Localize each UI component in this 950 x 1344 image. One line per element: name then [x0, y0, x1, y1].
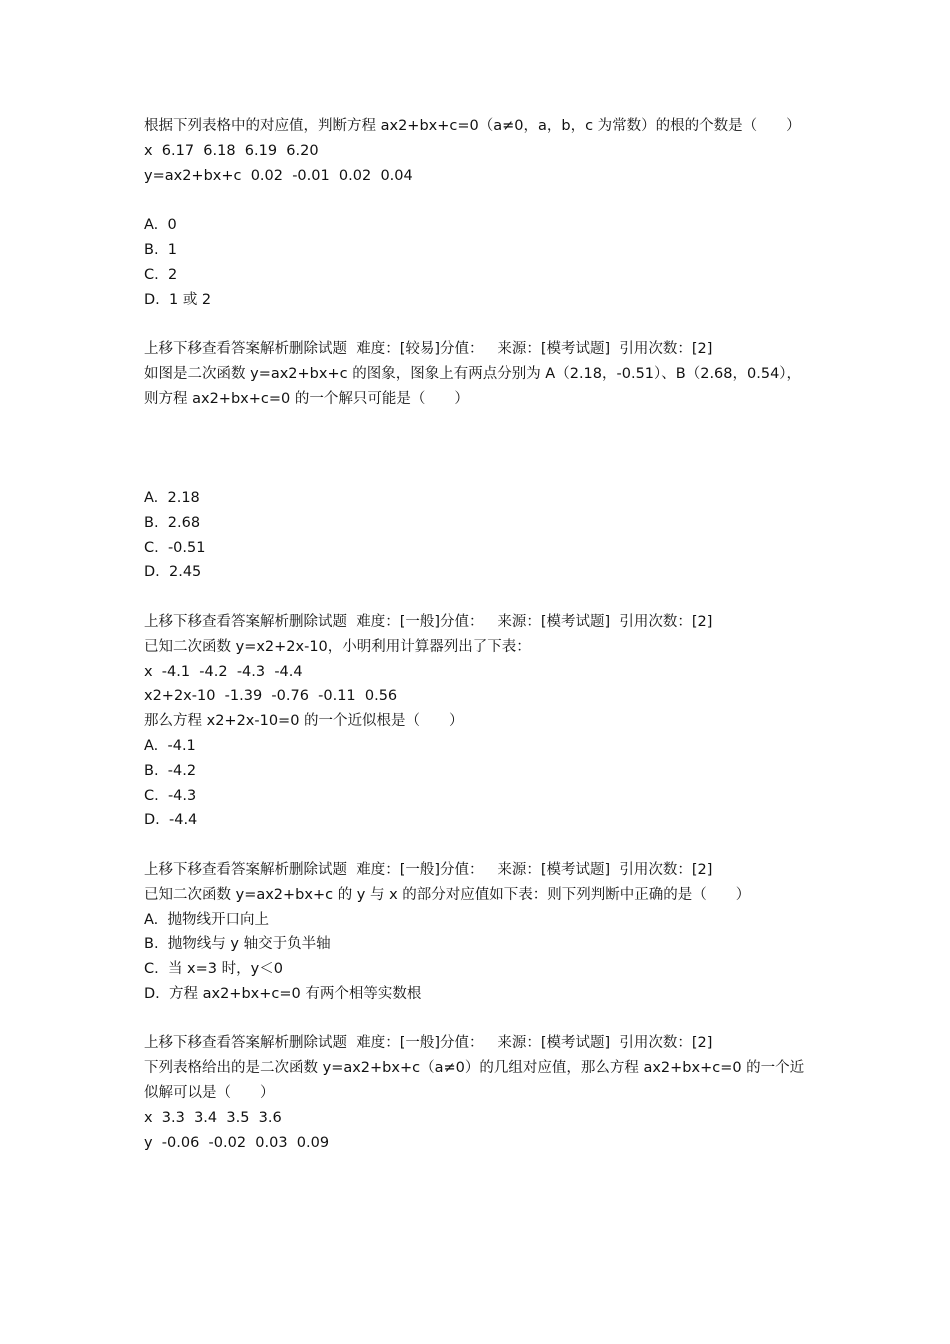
question-3-option-d[interactable]: D. -4.4 [144, 812, 198, 829]
question-4-meta: 上移下移查看答案解析删除试题 难度：[一般]分值： 来源：[模考试题] 引用次数：[2] [144, 861, 713, 878]
question-3-table-y-row: x2+2x-10 -1.39 -0.76 -0.11 0.56 [144, 688, 398, 705]
question-2-meta: 上移下移查看答案解析删除试题 难度：[较易]分值： 来源：[模考试题] 引用次数：[2] [144, 341, 713, 358]
question-2-option-b[interactable]: B. 2.68 [144, 514, 201, 531]
question-1-option-b[interactable]: B. 1 [144, 241, 178, 258]
question-3-option-c[interactable]: C. -4.3 [144, 787, 197, 804]
figure-placeholder [144, 412, 810, 486]
spacer [144, 1007, 810, 1032]
question-3-option-b[interactable]: B. -4.2 [144, 762, 197, 779]
question-5-stem: 下列表格给出的是二次函数 y=ax2+bx+c（a≠0）的几组对应值，那么方程 ax2+bx+c=0 的一个近似解可以是（ ） [144, 1060, 805, 1102]
question-4-option-a[interactable]: A. 抛物线开口向上 [144, 911, 269, 928]
question-1-table-x-row: x 6.17 6.18 6.19 6.20 [144, 142, 319, 159]
document-body [144, 114, 810, 1155]
question-4-stem: 已知二次函数 y=ax2+bx+c 的 y 与 x 的部分对应值如下表：则下列判断中正确的是（ ） [144, 886, 751, 903]
question-2-stem: 如图是二次函数 y=ax2+bx+c 的图象，图象上有两点分别为 A（2.18，-0.51）、B（2.68，0.54），则方程 ax2+bx+c=0 的一个解只可能是（ ） [144, 365, 802, 407]
spacer [144, 312, 810, 337]
spacer [144, 585, 810, 610]
question-3-stem: 已知二次函数 y=x2+2x-10，小明利用计算器列出了下表： [144, 638, 531, 655]
question-2-option-d[interactable]: D. 2.45 [144, 564, 202, 581]
question-3-meta: 上移下移查看答案解析删除试题 难度：[一般]分值： 来源：[模考试题] 引用次数：[2] [144, 613, 713, 630]
question-2-option-c[interactable]: C. -0.51 [144, 539, 206, 556]
question-3-question: 那么方程 x2+2x-10=0 的一个近似根是（ ） [144, 713, 464, 730]
question-1-option-d[interactable]: D. 1 或 2 [144, 291, 212, 308]
spacer [144, 188, 810, 213]
question-5-table-y-row: y -0.06 -0.02 0.03 0.09 [144, 1134, 330, 1151]
spacer [144, 833, 810, 858]
question-5-table-x-row: x 3.3 3.4 3.5 3.6 [144, 1109, 282, 1126]
question-4-option-d[interactable]: D. 方程 ax2+bx+c=0 有两个相等实数根 [144, 985, 422, 1002]
question-3-option-a[interactable]: A. -4.1 [144, 737, 196, 754]
question-5-meta: 上移下移查看答案解析删除试题 难度：[一般]分值： 来源：[模考试题] 引用次数：[2] [144, 1035, 713, 1052]
question-4-option-c[interactable]: C. 当 x=3 时，y＜0 [144, 961, 283, 978]
question-1-option-c[interactable]: C. 2 [144, 266, 178, 283]
question-2-option-a[interactable]: A. 2.18 [144, 489, 200, 506]
question-1-table-y-row: y=ax2+bx+c 0.02 -0.01 0.02 0.04 [144, 167, 413, 184]
question-4-option-b[interactable]: B. 抛物线与 y 轴交于负半轴 [144, 936, 331, 953]
question-1-option-a[interactable]: A. 0 [144, 217, 177, 234]
question-1-stem: 根据下列表格中的对应值，判断方程 ax2+bx+c=0（a≠0，a，b，c 为常数）的根的个数是（ ） [144, 118, 801, 134]
question-3-table-x-row: x -4.1 -4.2 -4.3 -4.4 [144, 663, 303, 680]
